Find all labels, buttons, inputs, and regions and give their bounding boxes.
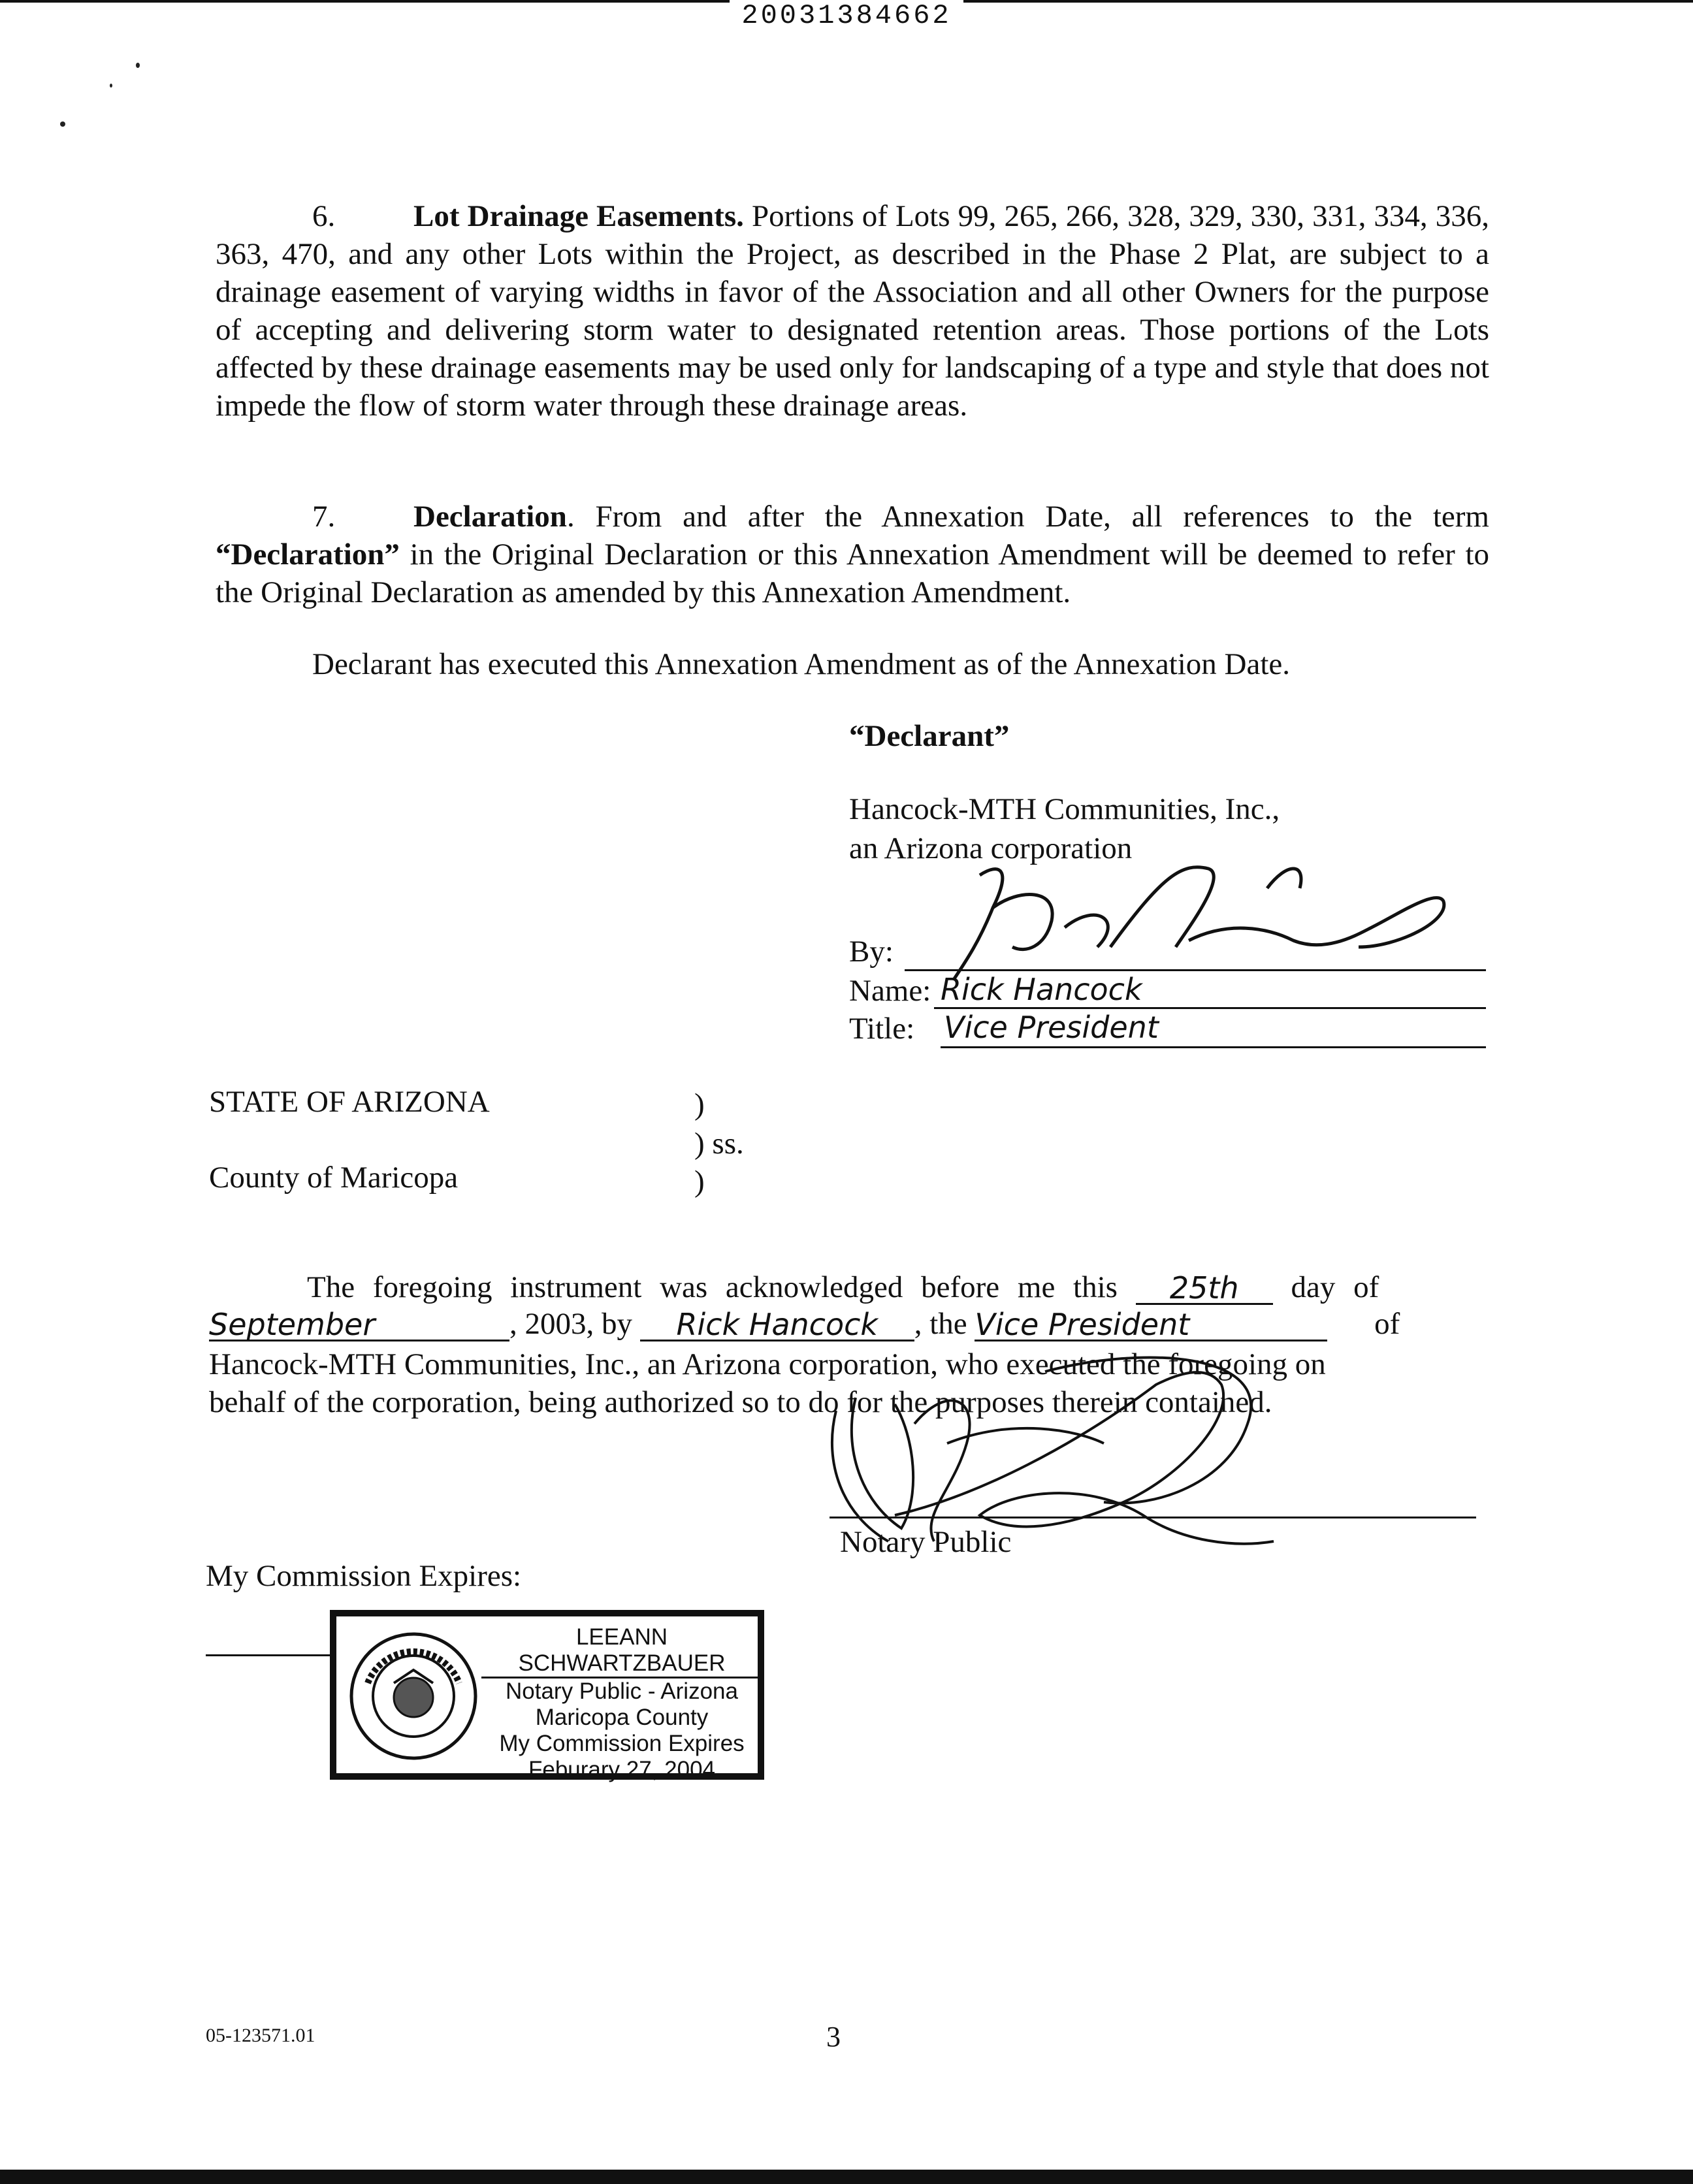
scan-border-bottom	[0, 2170, 1693, 2184]
commission-expires-label: My Commission Expires:	[206, 1559, 522, 1593]
declarant-label: “Declarant”	[849, 719, 1010, 753]
title-line	[941, 1046, 1486, 1048]
by-signature-line	[905, 969, 1486, 971]
acknowledgment-day: 25th	[1136, 1270, 1273, 1305]
section-6-body: Portions of Lots 99, 265, 266, 328, 329, 330, 331, 334, 336, 363, 470, and any other Lots within the Project, as described in the Phase 2 Plat, are subject to a drainage easement of varying widths in favor of the Association and all other Owners for the purpose of accepting and delivering storm water to designated retention areas. Those portions of the Lots affected by these drainage easements may be used only for landscaping of a type and style that does not impede the flow of storm water through these drainage areas.	[216, 199, 1489, 423]
scan-speck	[110, 84, 112, 88]
name-line	[934, 1007, 1486, 1009]
by-label: By:	[849, 935, 894, 969]
acknowledgment-line1	[307, 1270, 1379, 1305]
stamp-notary-name: LEEANN SCHWARTZBAUER	[481, 1624, 762, 1678]
acknowledgment-month: September	[209, 1307, 509, 1341]
section-7-term: “Declaration”	[216, 538, 400, 571]
venue-paren-top: )	[694, 1087, 705, 1121]
acknowledgment-line3: Hancock-MTH Communities, Inc., an Arizona corporation, who executed the foregoing on	[209, 1347, 1326, 1381]
section-6-heading: Lot Drainage Easements.	[413, 199, 744, 233]
venue-state: STATE OF ARIZONA	[209, 1085, 490, 1119]
stamp-title: Notary Public - Arizona	[506, 1678, 738, 1704]
scan-speck	[60, 121, 65, 127]
venue-paren-bottom: )	[694, 1164, 705, 1198]
venue-county: County of Maricopa	[209, 1161, 459, 1195]
acknowledgment-text: day of	[1291, 1270, 1379, 1304]
commission-line	[206, 1654, 333, 1656]
notary-public-label: Notary Public	[840, 1525, 1012, 1559]
stamp-text	[481, 1624, 762, 1783]
acknowledgment-text: , 2003, by	[509, 1307, 632, 1341]
section-7-paragraph	[216, 498, 1489, 611]
acknowledgment-line4: behalf of the corporation, being authorized so to do for the purposes therein contained.	[209, 1385, 1272, 1419]
acknowledgment-text: of	[1374, 1307, 1400, 1341]
section-7-heading: Declaration	[413, 500, 567, 534]
section-7-number: 7.	[312, 500, 336, 534]
venue-ss: ) ss.	[694, 1127, 744, 1161]
acknowledgment-line2	[209, 1306, 1400, 1341]
scan-speck	[136, 63, 140, 68]
acknowledgment-text: , the	[914, 1307, 967, 1341]
stamp-county: Maricopa County	[535, 1705, 709, 1730]
title-value: Vice President	[944, 1010, 1159, 1045]
notary-signature-line	[830, 1517, 1476, 1518]
notary-stamp	[330, 1610, 764, 1780]
document-number: 20031384662	[0, 0, 1693, 31]
company-type: an Arizona corporation	[849, 831, 1133, 865]
footer-doc-code: 05-123571.01	[206, 2025, 315, 2046]
acknowledgment-person: Rick Hancock	[640, 1307, 914, 1341]
stamp-expires-label: My Commission Expires	[499, 1731, 745, 1756]
arizona-seal-icon	[348, 1624, 479, 1768]
acknowledgment-role: Vice President	[975, 1307, 1327, 1341]
acknowledgment-text: The foregoing instrument was acknowledged before me this	[307, 1270, 1118, 1304]
title-label: Title:	[849, 1012, 915, 1046]
execution-statement: Declarant has executed this Annexation Amendment as of the Annexation Date.	[312, 647, 1291, 681]
section-7-body-continued: in the Original Declaration or this Annexation Amendment will be deemed to refer to the Original Declaration as amended by this Annexation Amendment.	[216, 538, 1489, 609]
section-6-number: 6.	[312, 199, 336, 233]
stamp-expiry-date: Feburary 27, 2004	[528, 1757, 715, 1782]
section-6-paragraph	[216, 197, 1489, 425]
name-value: Rick Hancock	[941, 972, 1142, 1007]
page-number: 3	[826, 2021, 841, 2053]
name-label: Name:	[849, 974, 931, 1008]
company-name: Hancock-MTH Communities, Inc.,	[849, 792, 1280, 826]
section-7-body: . From and after the Annexation Date, all references to the term	[566, 500, 1489, 534]
